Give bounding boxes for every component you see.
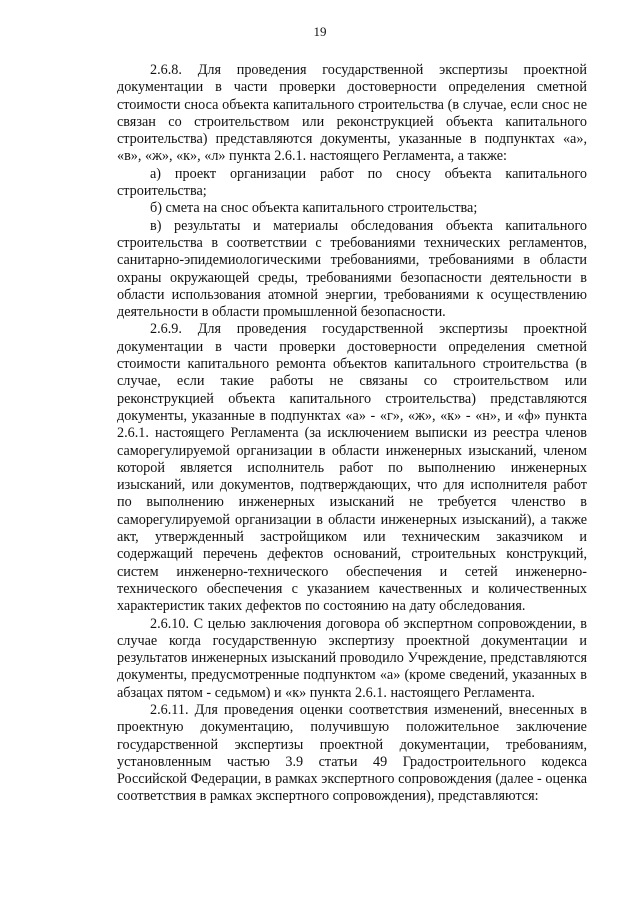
- subitem-b: б) смета на снос объекта капитального строительства;: [150, 200, 478, 217]
- document-body: [117, 62, 587, 806]
- subitem-v: в) результаты и материалы обследования объекта капитального строительства в соответствии с требованиями технических регламентов, санитарно-эпидемиологическими требованиями, требованиями в области охраны окружающей среды, требованиями безопасности деятельности в области использования атомной энергии, требованиями к осуществлению деятельности в области промышленной безопасности.: [117, 217, 587, 321]
- paragraph-2-6-8: 2.6.8. Для проведения государственной экспертизы проектной документации в части проверки достоверности определения сметной стоимости сноса объекта капитального строительства (в случае, если снос не связан со строительством или реконструкцией объекта капитального строительства) представляются документы, указанные в подпунктах «а», «в», «ж», «к», «л» пункта 2.6.1. настоящего Регламента, а также:: [117, 62, 587, 165]
- paragraph-2-6-11: 2.6.11. Для проведения оценки соответствия изменений, внесенных в проектную документацию, получившую положительное заключение государственной экспертизы проектной документации, требованиям, установленным частью 3.9 статьи 49 Градостроительного кодекса Российской Федерации, в рамках экспертного сопровождения (далее - оценка соответствия в рамках экспертного сопровождения), представляются:: [117, 701, 587, 805]
- paragraph-2-6-9: 2.6.9. Для проведения государственной экспертизы проектной документации в части проверки достоверности определения сметной стоимости капитального ремонта объектов капитального строительства (в случае, если такие работы не связаны со строительством или реконструкцией объекта капитального строительства) представляются документы, указанные в подпунктах «а» - «г», «ж», «к» - «н», и «ф» пункта 2.6.1. настоящего Регламента (за исключением выписки из реестра членов саморегулируемой организации в области инженерных изысканий, членом которой является исполнитель работ по выполнению инженерных изысканий, или документов, подтверждающих, что для исполнителя работ по выполнению инженерных изысканий не требуется членство в саморегулируемой организации в области инженерных изысканий), а также акт, утвержденный застройщиком или техническим заказчиком и содержащий перечень дефектов оснований, строительных конструкций, систем инженерно-технического обеспечения и сетей инженерно-технического обеспечения с указанием качественных и количественных характеристик таких дефектов по состоянию на дату обследования.: [117, 321, 587, 615]
- subitem-a: а) проект организации работ по сносу объекта капитального строительства;: [117, 165, 587, 200]
- paragraph-2-6-10: 2.6.10. С целью заключения договора об экспертном сопровождении, в случае когда государственную экспертизу проектной документации и результатов инженерных изысканий проводило Учреждение, представляются документы, предусмотренные подпунктом «а» (кроме сведений, указанных в абзацах пятом - седьмом) и «к» пункта 2.6.1. настоящего Регламента.: [117, 615, 587, 701]
- page-number: 19: [313, 24, 327, 39]
